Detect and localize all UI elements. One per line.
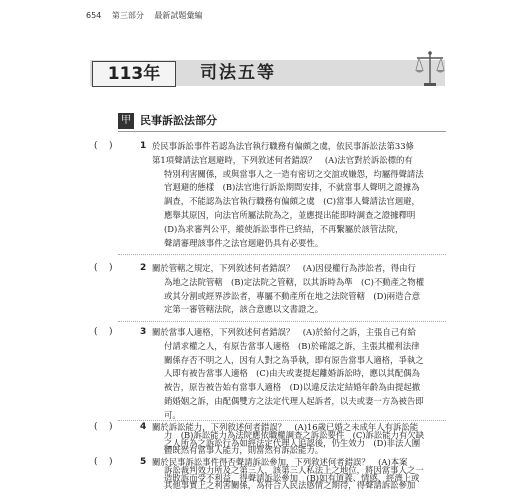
question-line: 為地之法院管轄 (B)定法院之管轄，以其訴時為準 (C)不動產之物權 [164, 276, 425, 287]
question-line: 其他事實上之利害關係，為符合人民法感情之期待，得聲請訴訟參加 [164, 480, 416, 491]
section-rule [118, 131, 446, 132]
question-line: 關於管轄之規定，下列敘述何者錯誤？ (A)因侵權行為涉訟者，得由行 [152, 263, 416, 273]
question-number: 4 [140, 422, 147, 432]
part-label: 第三部分 [111, 11, 144, 20]
answer-bracket[interactable]: ( ) [94, 457, 113, 468]
answer-bracket[interactable]: ( ) [94, 327, 113, 337]
question-line: (D)為求審判公平，縱使訴訟事件已終結，不再繫屬於該管法院， [164, 223, 404, 234]
question-divider [118, 254, 446, 255]
title-year: 113年 [92, 61, 176, 87]
question-line: 或其分割或經界涉訟者，專屬不動產所在地之法院管轄 (D)兩造合意 [164, 290, 421, 301]
section-mark: 甲 [118, 113, 134, 129]
title-exam: 司法五等 [200, 63, 276, 83]
question-line: 關係存否不明之人，因有人對之為爭執，即有原告當事人適格，爭執之 [164, 354, 424, 365]
answer-bracket[interactable]: ( ) [94, 141, 113, 151]
question-line: 第1項聲請法官迴避時，下列敘述何者錯誤？ (A)法官對於訴訟標的有 [152, 154, 413, 165]
question-line: 之人所為之訴訟行為如經法定代理人追認後，仍生效力 (D)非法人團 [164, 437, 421, 448]
question-line: 體既然有當事人能力，則當然有訴訟能力。 [164, 445, 324, 456]
question-line: 定第一審管轄法院，該合意應以文書證之。 [164, 304, 324, 315]
question-text [152, 262, 444, 317]
question-line: 可。 [164, 409, 181, 420]
question-line: 銷婚姻之訴，由配偶雙方之法定代理人起訴者，以夫或妻一方為被告即 [164, 395, 424, 406]
question-line: 應舉其原因，向法官所屬法院為之，並應提出能即時調查之證據釋明 [164, 209, 416, 220]
question-line: 官迴避的態樣 (B)法官進行訴訟期間安排，不就當事人聲明之證據為 [164, 182, 420, 193]
answer-bracket[interactable]: ( ) [94, 422, 113, 432]
question-number: 2 [140, 263, 147, 273]
question-line: 訴訟裁判效力所及之第三人，該第三人私法上之地位，將因當事人之一 [164, 464, 424, 475]
page-number: 654 [86, 11, 102, 20]
question-number: 3 [140, 327, 147, 337]
question-number: 1 [140, 141, 147, 151]
question-line: 關於當事人適格，下列敘述何者錯誤？ (A)於給付之訴，主張自己有給 [152, 327, 416, 337]
question-line: 關於訴訟能力，下列敘述何者錯誤？ (A)16歲已婚之未成年人有訴訟能 [152, 422, 419, 432]
question-line: 特別利害關係，或與當事人之一造有密切之交誼或嫌怨，均屬得聲請法 [164, 168, 424, 179]
question-number: 5 [140, 457, 147, 468]
question-divider [118, 321, 446, 322]
answer-bracket[interactable]: ( ) [94, 263, 113, 273]
question-line: 人即有被告當事人適格 (C)由夫或妻提起離婚訴訟時，應以其配偶為 [164, 368, 420, 379]
question-line: 於民事訴訟事件若認為法官執行職務有偏頗之虞，依民事訴訟法第33條 [152, 141, 414, 151]
section-label: 最新試題彙編 [154, 11, 203, 20]
question-line: 關於民事訴訟事件得否聲請訴訟參加，下列敘述何者錯誤？ (A)本案 [152, 457, 408, 468]
scales-of-justice-icon [414, 50, 446, 88]
question-divider [118, 420, 446, 421]
question-text [152, 140, 444, 250]
running-head [86, 10, 210, 21]
question-text [152, 459, 444, 490]
question-text [152, 424, 444, 455]
section-title: 民事訴訟法部分 [140, 114, 217, 127]
question-line: 力 (B)訴訟能力為法院應依職權調查之訴訟要件 (C)訴訟能力有欠缺 [164, 429, 425, 440]
question-line: 被告，原告被告始有當事人適格 (D)以違反法定結婚年齡為由提起撤 [164, 382, 421, 393]
question-line: 調查，不能認為法官執行職務有偏頗之虞 (C)當事人聲請法官迴避， [164, 196, 420, 207]
question-line: 付請求權之人，有原告當事人適格 (B)於確認之訴，主張其權利法律 [164, 340, 420, 351]
question-line: 聲請審理該事件之法官迴避仍具有必要性。 [164, 237, 324, 248]
question-line: 造敗訴而受不利益，得聲請訴訟參加 (B)如有道義、情感、經濟上或 [164, 472, 420, 483]
question-text [152, 326, 444, 423]
